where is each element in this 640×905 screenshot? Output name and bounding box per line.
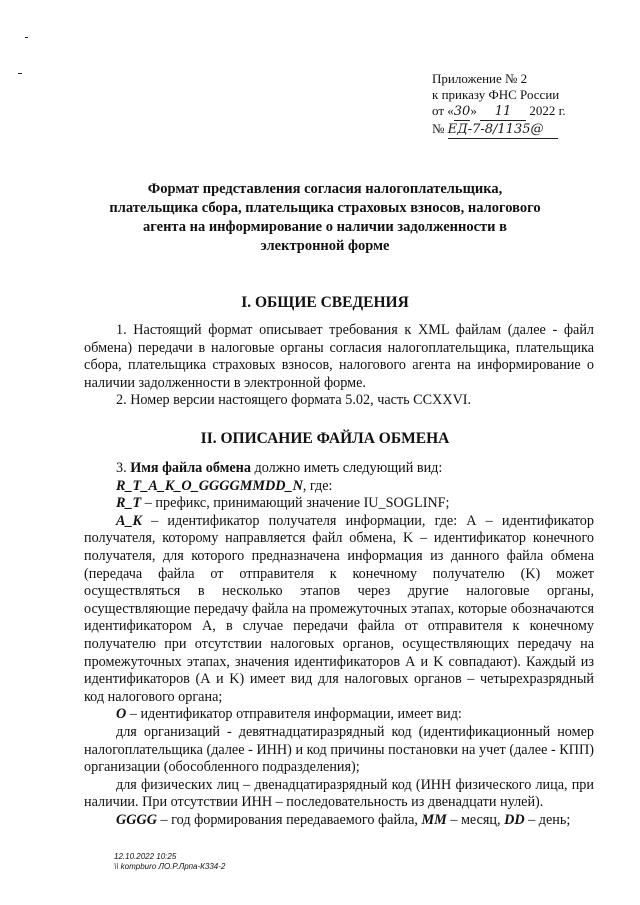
mm-text: – месяц, [446,811,505,828]
title-line: плательщика сбора, плательщика страховых взносов, налогового [109,200,541,216]
scan-speck [18,73,22,74]
section2-body [84,460,594,829]
dd-text: – день; [524,811,571,828]
appendix-line1: Приложение № 2 [432,71,528,86]
appendix-number [432,121,566,139]
document-title [60,180,590,256]
ak-definition [84,513,594,707]
dd-code: DD [504,811,525,828]
rt-definition [84,495,594,513]
pattern-rest: , где: [302,477,333,494]
number-value: ЕД-7-8/1135@ [448,122,558,139]
rt-code: R_T [116,495,142,512]
footer-path: \\ kompburo ЛО.Р.Лрпа-К334-2 [114,862,226,871]
p3-rest: должно иметь следующий вид: [250,460,443,476]
o-definition [84,706,594,724]
title-line: Формат представления согласия налогоплательщика, [147,181,503,197]
title-line: агента на информирование о наличии задолженности в [142,219,507,235]
paragraph-1: 1. Настоящий формат описывает требования к XML файлам (далее - файл обмена) передачи в налоговые органы согласия налогоплательщика, плательщика сбора, плательщика страховых взносов, налогового агента на информирование о наличии задолженности в электронной форме. [84,322,594,391]
section1-body [84,322,594,410]
org-definition: для организаций - девятнадцатиразрядный код (идентификационный номер налогоплательщика (далее - ИНН) и код причины постановки на учет (далее - КПП) организации (обособленного подразделения); [84,723,594,776]
scan-speck [25,37,28,38]
appendix-block [432,71,566,139]
section1-heading: I. ОБЩИЕ СВЕДЕНИЯ [241,294,409,311]
ak-text: – идентификатор получателя информации, где: А – идентификатор получателя, которому направляется файл обмена, K – идентификатор конечного получателя, для которого предназначена информация из данного файла обмена (передача файла от отправителя к конечному получателю (K) может осуществляться в несколько этапов через другие налоговые органы, осуществляющие передачу файла на промежуточных этапах, которые обозначаются идентификатором А, в случае передачи файла от отправителя к конечному получателю при отсутствии налоговых органов, осуществляющих передачу на промежуточных этапах, значения идентификаторов А и K совпадают). Каждый из идентификаторов (А и K) имеет вид для налоговых органов – четырехразрядный код налогового органа; [84,512,594,705]
footer-timestamp: 12.10.2022 10:25 [114,852,177,861]
p3-num: 3. [116,460,131,476]
date-year: 2022 г. [529,103,566,118]
ak-code: A_K [116,512,143,529]
mm-code: MM [421,811,447,828]
pattern-code: R_T_A_K_O_GGGGMMDD_N [116,477,303,494]
date-month: 11 [480,104,526,121]
date-definition [84,812,594,830]
rt-text: – префикс, принимающий значение IU_SOGLINF; [141,495,450,512]
print-footer [114,852,225,872]
date-day: 30 [453,104,471,119]
section2-heading: II. ОПИСАНИЕ ФАЙЛА ОБМЕНА [200,430,450,447]
date-prefix: от « [432,103,454,118]
gggg-text: – год формирования передаваемого файла, [156,811,422,828]
title-line: электронной форме [260,238,390,254]
gggg-code: GGGG [116,811,157,828]
number-prefix: № [432,121,445,136]
date-mid: » [470,103,477,118]
paragraph-2: 2. Номер версии настоящего формата 5.02, часть CCXXVI. [116,392,472,409]
o-text: – идентификатор отправителя информации, имеет вид: [126,706,462,723]
o-code: O [116,706,127,723]
filename-pattern [84,478,594,496]
appendix-line2: к приказу ФНС России [432,87,560,102]
paragraph-3 [84,460,594,478]
p3-bold: Имя файла обмена [130,460,251,476]
fl-definition: для физических лиц – двенадцатиразрядный код (ИНН физического лица, при наличии. При отсутствии ИНН – последовательность из двенадцати нулей). [84,776,594,811]
appendix-date [432,103,566,121]
